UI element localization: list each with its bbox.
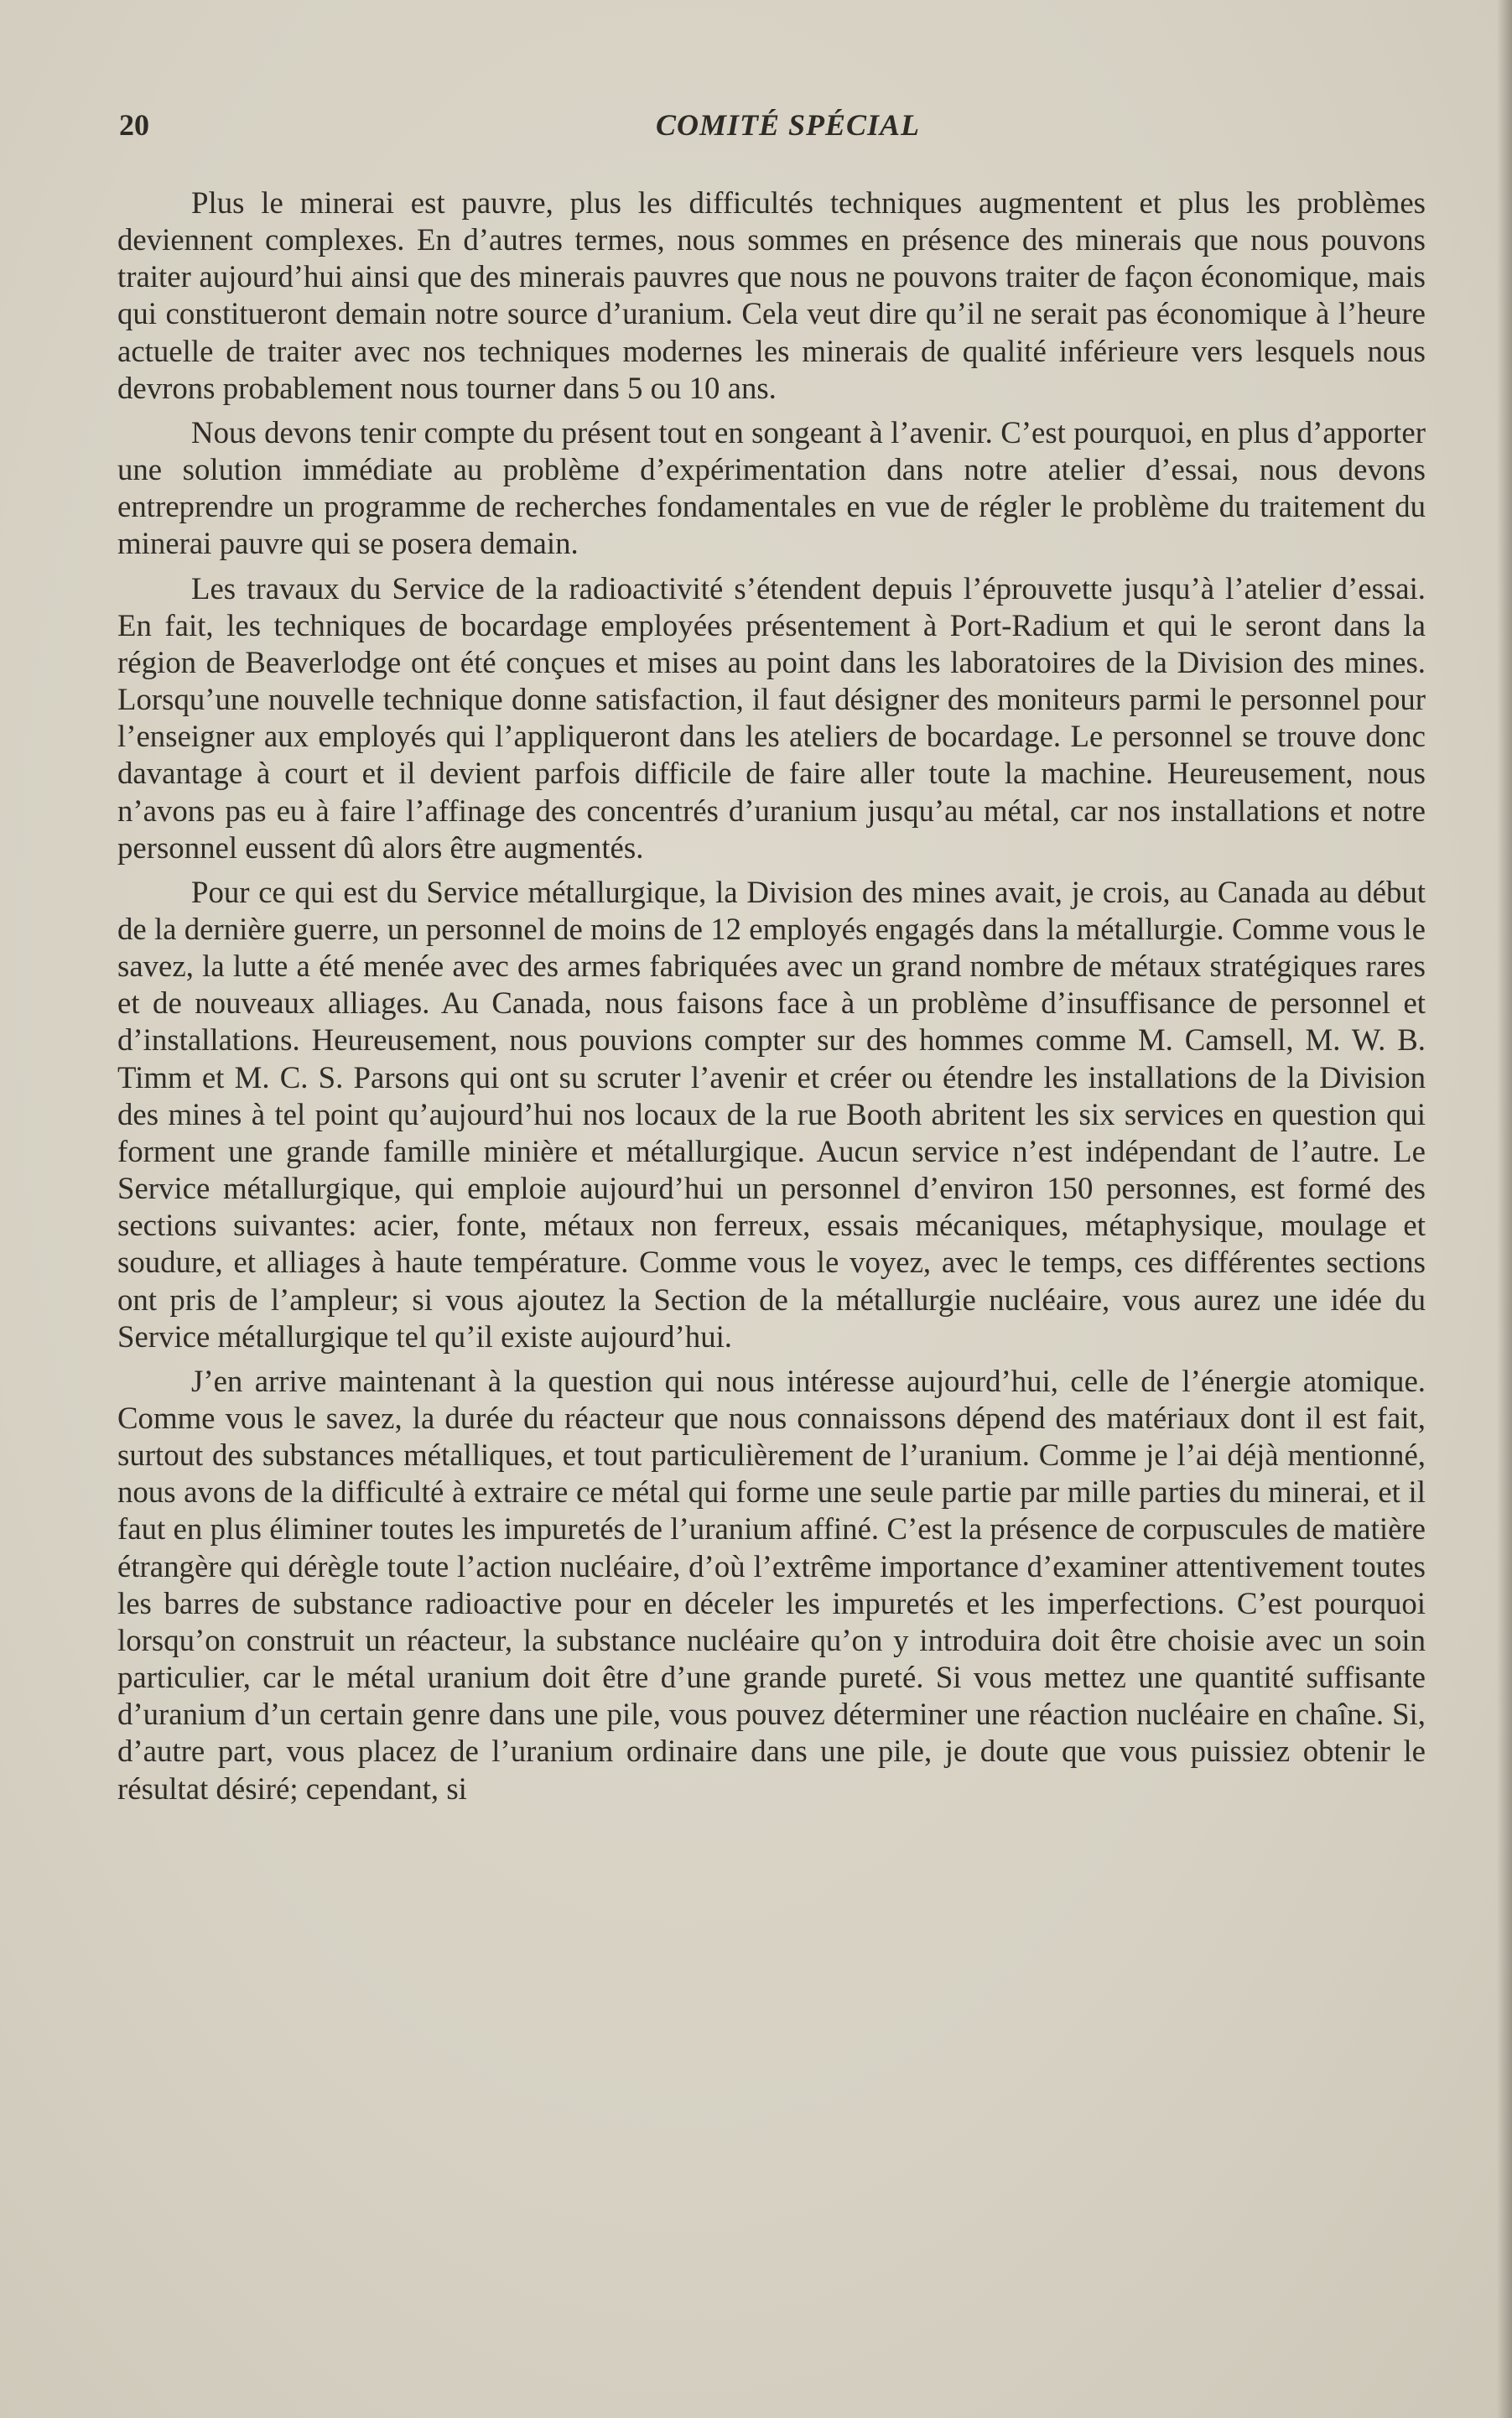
body-text <box>117 185 1426 1815</box>
page-edge-shadow <box>1497 0 1512 2418</box>
paragraph: J’en arrive maintenant à la question qui nous intéresse aujourd’hui, celle de l’énergie atomique. Comme vous le savez, la durée du réacteur que nous connaissons dépend des matériaux dont il est fait, surtout des substances métalliques, et tout particulièrement de l’uranium. Comme je l’ai déjà mentionné, nous avons de la difficulté à extraire ce métal qui forme une seule partie par mille parties du minerai, et il faut en plus éliminer toutes les impuretés de l’uranium affiné. C’est la présence de corpuscules de matière étrangère qui dérègle toute l’action nucléaire, d’où l’extrême importance d’examiner attentivement toutes les barres de substance radioactive pour en déceler les impuretés et les imperfections. C’est pourquoi lorsqu’on construit un réacteur, la substance nucléaire qu’on y introduira doit être choisie avec un soin particulier, car le métal uranium doit être d’une grande pureté. Si vous mettez une quantité suffisante d’uranium d’un certain genre dans une pile, vous pouvez déterminer une réaction nucléaire en chaîne. Si, d’autre part, vous placez de l’uranium ordinaire dans une pile, je doute que vous puissiez obtenir le résultat désiré; cependant, si <box>117 1363 1426 1806</box>
running-title: COMITÉ SPÉCIAL <box>655 108 921 142</box>
paragraph: Pour ce qui est du Service métallurgique, la Division des mines avait, je crois, au Canada au début de la dernière guerre, un personnel de moins de 12 employés engagés dans la métallurgie. Comme vous le savez, la lutte a été menée avec des armes fabriquées avec un grand nombre de métaux stratégiques rares et de nouveaux alliages. Au Canada, nous faisons face à un problème d’insuffisance de personnel et d’installations. Heureusement, nous pouvions compter sur des hommes comme M. Camsell, M. W. B. Timm et M. C. S. Parsons qui ont su scruter l’avenir et créer ou étendre les installations de la Division des mines à tel point qu’aujourd’hui nos locaux de la rue Booth abritent les six services en question qui forment une grande famille minière et métallurgique. Aucun service n’est indépendant de l’autre. Le Service métallurgique, qui emploie aujourd’hui un personnel d’environ 150 personnes, est formé des sections suivantes: acier, fonte, métaux non ferreux, essais mécaniques, métaphysique, moulage et soudure, et alliages à haute température. Comme vous le voyez, avec le temps, ces différentes sections ont pris de l’ampleur; si vous ajoutez la Section de la métallurgie nucléaire, vous aurez une idée du Service métallurgique tel qu’il existe aujourd’hui. <box>117 874 1426 1354</box>
running-header <box>119 107 1423 158</box>
paragraph: Nous devons tenir compte du présent tout en songeant à l’avenir. C’est pourquoi, en plus d’apporter une solution immédiate au problème d’expérimentation dans notre atelier d’essai, nous devons entreprendre un programme de recherches fondamentales en vue de régler le problème du traitement du minerai pauvre qui se posera demain. <box>117 414 1426 561</box>
paragraph: Les travaux du Service de la radioactivité s’étendent depuis l’éprouvette jusqu’à l’atelier d’essai. En fait, les techniques de bocardage employées présentement à Port-Radium et qui le seront dans la région de Beaverlodge ont été conçues et mises au point dans les laboratoires de la Division des mines. Lorsqu’une nouvelle technique donne satisfaction, il faut désigner des moniteurs parmi le personnel pour l’enseigner aux employés qui l’appliqueront dans les ateliers de bocardage. Le personnel se trouve donc davantage à court et il devient parfois difficile de faire aller toute la machine. Heureusement, nous n’avons pas eu à faire l’affinage des concentrés d’uranium jusqu’au métal, car nos installations et notre personnel eussent dû alors être augmentés. <box>117 570 1426 865</box>
paragraph: Plus le minerai est pauvre, plus les difficultés techniques augmentent et plus les problèmes deviennent complexes. En d’autres termes, nous sommes en présence des minerais que nous pouvons traiter aujourd’hui ainsi que des minerais pauvres que nous ne pouvons traiter de façon économique, mais qui constitueront demain notre source d’uranium. Cela veut dire qu’il ne serait pas économique à l’heure actuelle de traiter avec nos techniques modernes les minerais de qualité inférieure vers lesquels nous devrons probablement nous tourner dans 5 ou 10 ans. <box>117 185 1426 405</box>
page-number: 20 <box>119 108 149 142</box>
